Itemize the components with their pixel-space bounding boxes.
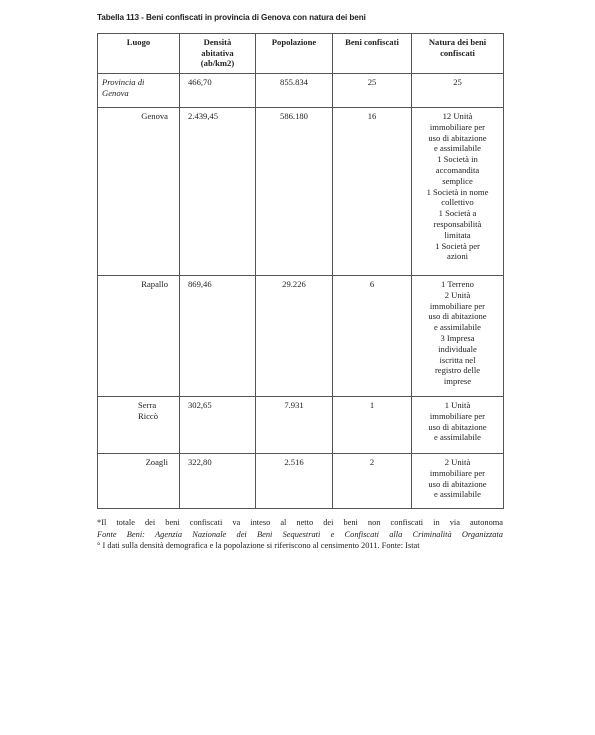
natura-line: 12 Unità (442, 111, 473, 121)
cell-beni: 2 (333, 454, 412, 509)
cell-popolazione: 29.226 (256, 276, 333, 397)
table-row-provincia (98, 74, 504, 108)
header-luogo: Luogo (98, 34, 180, 74)
cell-luogo-line: Provincia di (102, 77, 145, 87)
table-row-zoagli (98, 454, 504, 509)
natura-line: 25 (453, 77, 462, 87)
cell-luogo-line: Rapallo (141, 279, 168, 289)
cell-natura (412, 74, 504, 108)
table-notes (97, 517, 503, 552)
cell-popolazione: 855.834 (256, 74, 333, 108)
natura-line: uso di abitazione (428, 421, 487, 432)
natura-line: immobiliare per (429, 467, 486, 478)
cell-luogo-line: Genova (102, 87, 129, 98)
header-popolazione: Popolazione (256, 34, 333, 74)
natura-line: azioni (447, 251, 468, 262)
table-row-genova (98, 108, 504, 276)
cell-luogo (98, 74, 180, 108)
header-natura-line: confiscati (440, 47, 475, 58)
natura-line: responsabilità (433, 218, 482, 229)
note-fonte-beni: Fonte Beni: Agenzia Nazionale dei Beni Sequestrati e Confiscati alla Criminalità Organizzata (97, 529, 503, 539)
cell-luogo (98, 397, 180, 454)
natura-line: uso di abitazione (428, 478, 487, 489)
natura-line: uso di abitazione (428, 132, 487, 143)
cell-luogo-line: Zoagli (145, 457, 168, 467)
cell-natura (412, 454, 504, 509)
natura-line: immobiliare per (429, 300, 486, 311)
header-natura (412, 34, 504, 74)
note-totale: *Il totale dei beni confiscati va inteso al netto dei beni non confiscati in via autonoma (97, 518, 503, 527)
natura-line: accomandita (435, 164, 480, 175)
natura-line: registro delle (434, 365, 481, 376)
natura-line: 2 Unità (444, 289, 471, 300)
natura-line: imprese (443, 376, 472, 387)
header-beni: Beni confiscati (333, 34, 412, 74)
natura-line: e assimilabile (433, 489, 481, 500)
natura-line: 3 Impresa (440, 332, 475, 343)
cell-luogo-line: Riccò (138, 410, 159, 421)
natura-line: 1 Società a (438, 208, 477, 219)
natura-line: e assimilabile (433, 143, 481, 154)
header-natura-line: Natura dei beni (428, 37, 487, 47)
natura-line: e assimilabile (433, 432, 481, 443)
natura-line: e assimilabile (433, 322, 481, 333)
natura-line: immobiliare per (429, 121, 486, 132)
table-caption: Tabella 113 - Beni confiscati in provincia di Genova con natura dei beni (97, 13, 366, 22)
cell-beni: 6 (333, 276, 412, 397)
table-row-serra-ricco (98, 397, 504, 454)
cell-beni: 1 (333, 397, 412, 454)
cell-natura (412, 397, 504, 454)
table-row-rapallo (98, 276, 504, 397)
cell-beni: 16 (333, 108, 412, 276)
table-header-row (98, 34, 504, 74)
cell-luogo (98, 276, 180, 397)
cell-luogo-line: Genova (141, 111, 168, 121)
natura-line: 1 Terreno (441, 279, 474, 289)
natura-line: collettivo (441, 197, 474, 208)
natura-line: 1 Società per (435, 240, 480, 251)
cell-densita: 2.439,45 (180, 108, 256, 276)
cell-natura (412, 108, 504, 276)
natura-line: uso di abitazione (428, 311, 487, 322)
confiscated-assets-table (97, 33, 504, 509)
cell-luogo-line: Serra (138, 400, 157, 410)
header-densita-line: (ab/km2) (200, 58, 235, 69)
cell-popolazione: 7.931 (256, 397, 333, 454)
cell-densita: 466,70 (180, 74, 256, 108)
cell-densita: 869,46 (180, 276, 256, 397)
cell-beni: 25 (333, 74, 412, 108)
cell-luogo (98, 108, 180, 276)
cell-luogo (98, 454, 180, 509)
note-fonte-istat: ° I dati sulla densità demografica e la popolazione si riferiscono al censimento 2011. Fonte: Istat (97, 541, 420, 551)
natura-line: individuale (438, 343, 477, 354)
header-densita-line: Densità (203, 37, 232, 47)
cell-densita: 322,80 (180, 454, 256, 509)
natura-line: 1 Società in nome (426, 186, 489, 197)
cell-densita: 302,65 (180, 397, 256, 454)
natura-line: iscritta nel (439, 354, 476, 365)
natura-line: 1 Società in (437, 154, 478, 165)
header-densita-line: abitativa (201, 47, 234, 58)
cell-popolazione: 2.516 (256, 454, 333, 509)
natura-line: semplice (442, 175, 473, 186)
header-densita (180, 34, 256, 74)
natura-line: immobiliare per (429, 410, 486, 421)
natura-line: 2 Unità (444, 457, 471, 467)
natura-line: 1 Unità (444, 400, 471, 410)
cell-popolazione: 586.180 (256, 108, 333, 276)
natura-line: limitata (444, 229, 471, 240)
cell-natura (412, 276, 504, 397)
